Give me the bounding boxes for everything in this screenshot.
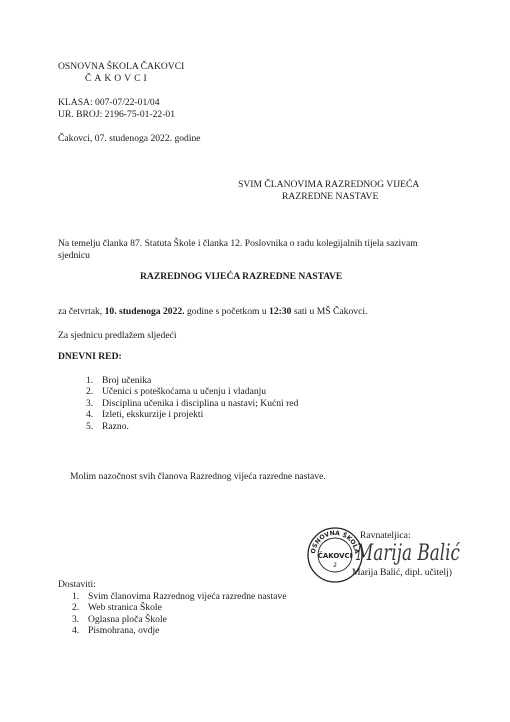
proposal-line: Za sjednicu predlažem sljedeći — [58, 330, 177, 341]
intro-line-2: sjednicu — [58, 250, 90, 261]
school-name: OSNOVNA ŠKOLA ČAKOVCI — [58, 61, 185, 72]
school-stamp — [306, 526, 364, 584]
schedule-prefix: za četvrtak, — [58, 306, 105, 317]
klasa-line: KLASA: 007-07/22-01/04 — [58, 97, 160, 108]
addressee-line-1: SVIM ČLANOVIMA RAZREDNOG VIJEĆA — [238, 179, 420, 190]
handwritten-signature — [352, 538, 467, 566]
svg-text:OSNOVNA ŠKOLA: OSNOVNA ŠKOLA — [309, 529, 361, 555]
schedule-time: 12:30 — [269, 306, 292, 317]
agenda-heading: DNEVNI RED: — [58, 351, 122, 362]
schedule-line — [58, 306, 367, 318]
svg-text:ČAKOVCI: ČAKOVCI — [317, 552, 353, 560]
signatory-name: Marija Balić, dipl. učitelj) — [352, 567, 452, 578]
schedule-middle: godine s početkom u — [184, 306, 270, 317]
signature-title: Ravnateljica: — [360, 530, 411, 541]
schedule-suffix: sati u MŠ Čakovci. — [291, 306, 368, 317]
svg-text:Marija Balić: Marija Balić — [355, 541, 461, 566]
school-city: ČAKOVCI — [85, 73, 150, 84]
schedule-date: 10. studenoga 2022. — [104, 306, 185, 317]
date-line: Čakovci, 07. studenoga 2022. godine — [58, 133, 201, 144]
distribution-heading: Dostaviti: — [58, 579, 96, 590]
session-title: RAZREDNOG VIJEĆA RAZREDNE NASTAVE — [140, 271, 343, 282]
svg-text:2: 2 — [333, 562, 337, 569]
intro-line-1: Na temelju članka 87. Statuta Škole i članka 12. Poslovnika o radu kolegijalnih tijela sazivam — [58, 238, 418, 249]
closing-line: Molim nazočnost svih članova Razrednog vijeća razredne nastave. — [70, 471, 326, 482]
addressee-line-2: RAZREDNE NASTAVE — [282, 191, 379, 202]
ur-broj-line: UR. BROJ: 2196-75-01-22-01 — [58, 109, 175, 120]
